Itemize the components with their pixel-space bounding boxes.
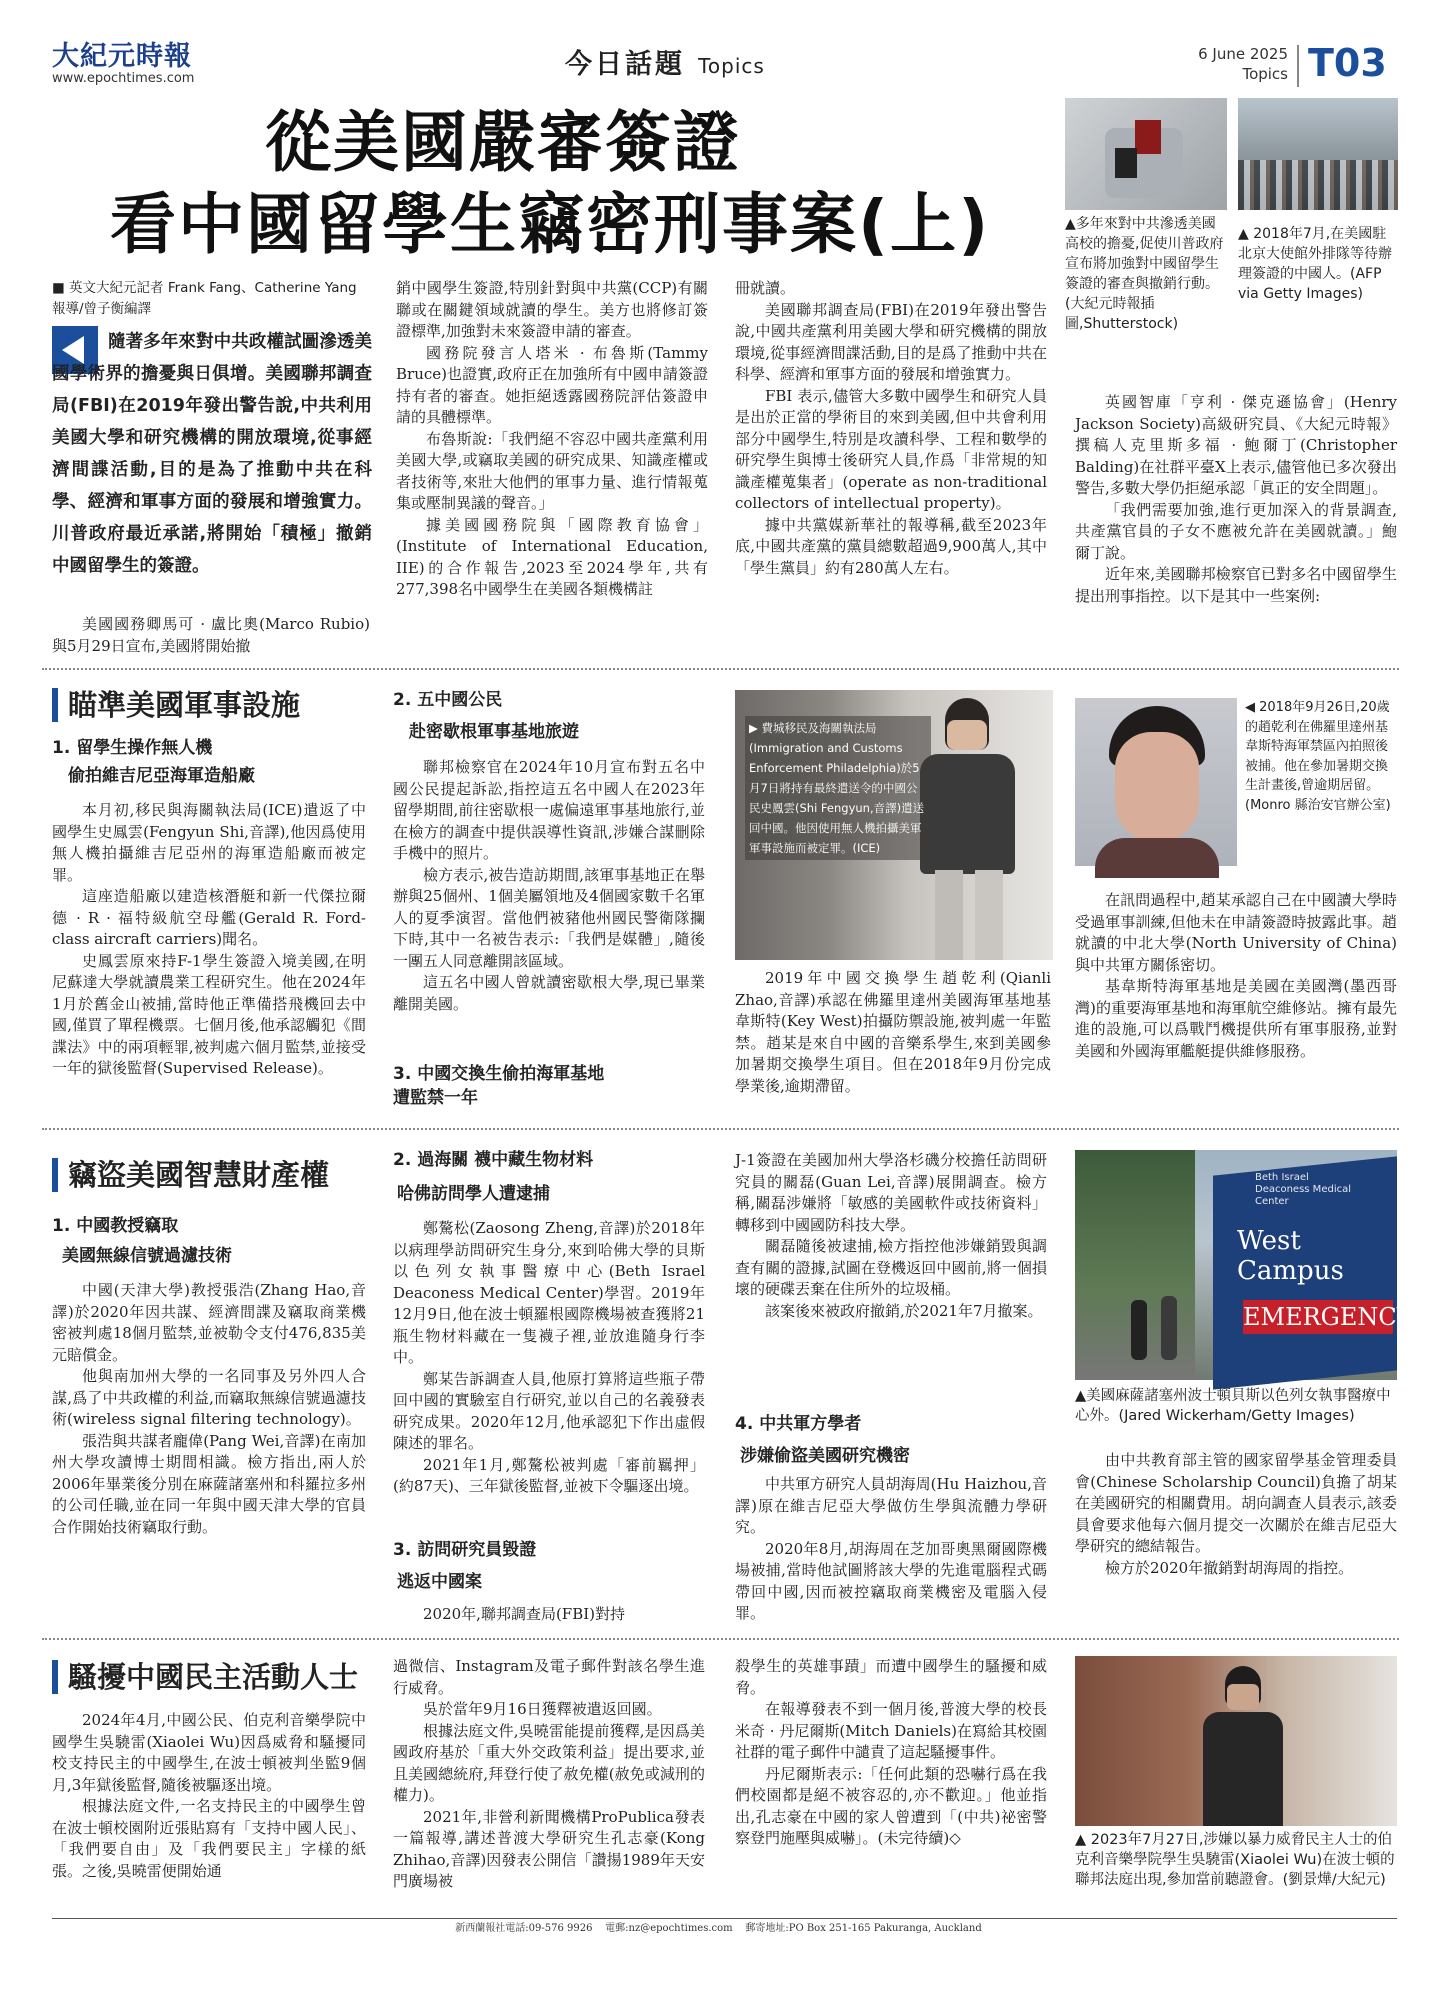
paragraph: 布魯斯說:「我們絕不容忍中國共產黨利用美國大學,或竊取美國的研究成果、知識產權或者技術等,來壯大他們的軍事力量、進行情報蒐集或壓制異議的聲音。」	[396, 429, 708, 512]
paragraph: 根據法庭文件,吳曉雷能提前獲釋,是因爲美國政府基於「重大外交政策利益」提出要求,並且美國總統府,拜登行使了赦免權(赦免或減刑的權力)。	[393, 1721, 705, 1804]
military-s1-sub: 偷拍維吉尼亞海軍造船廠	[68, 766, 255, 786]
intro-col-4	[1075, 392, 1397, 607]
caption-photo-wu: ▲ 2023年7月27日,涉嫌以暴力威脅民主人士的伯克利音樂學院學生吳驍雷(Xiaolei Wu)在波士頓的聯邦法庭出現,參加當前聽證會。(劉景燁/大紀元)	[1075, 1832, 1395, 1888]
ip-s1-title: 1. 中國教授竊取	[52, 1216, 179, 1236]
paragraph: 在報導發表不到一個月後,普渡大學的校長米奇 · 丹尼爾斯(Mitch Daniels)在寫給其校園社群的電子郵件中譴責了這起騷擾事件。	[735, 1700, 1047, 1761]
paragraph: 2019年中國交換學生趙乾利(Qianli Zhao,音譯)承認在佛羅里達州美國海軍基地基韋斯特(Key West)拍攝防禦設施,被判處一年監禁。趙某是來自中國的音樂系學生,來到美國參加暑期交換學生項目。但在2018年9月份完成學業後,逾期滯留。	[735, 969, 1051, 1095]
section-en: Topics	[698, 54, 765, 78]
paragraph: 聯邦檢察官在2024年10月宣布對五名中國公民提起訴訟,指控這五名中國人在2023年留學期間,前往密歇根一處偏遠軍事基地旅行,並在檢方的調查中提供誤導性資訊,涉嫌合謀刪除手機中的照片。	[393, 758, 705, 862]
page-number: T03	[1308, 41, 1387, 85]
paragraph: 在訊問過程中,趙某承認自己在中國讀大學時受過軍事訓練,但他未在申請簽證時披露此事。趙就讀的中北大學(North University of China)與中共軍方關係密切。	[1075, 891, 1397, 974]
ip-s2-sub: 哈佛訪問學人遭逮捕	[397, 1184, 550, 1204]
paragraph: 這五名中國人曾就讀密歇根大學,現已畢業離開美國。	[393, 973, 705, 1013]
ip-col-3	[735, 1150, 1047, 1322]
sign-west: West	[1237, 1226, 1301, 1256]
ip-s3-title: 3. 訪問研究員毀證	[393, 1540, 537, 1560]
paragraph: 銷中國學生簽證,特別針對與中共黨(CCP)有關聯或在關鍵領域就讀的學生。美方也將修訂簽證標準,加強對未來簽證申請的審查。	[396, 279, 708, 340]
photo-mugshot-zhao	[1075, 698, 1237, 866]
sign-small-text: Beth Israel Deaconess Medical Center	[1255, 1172, 1351, 1207]
paragraph: 檢方於2020年撤銷對胡海周的指控。	[1105, 1558, 1354, 1577]
lead-paragraph: 隨著多年來對中共政權試圖滲透美國學術界的擔憂與日俱增。美國聯邦調查局(FBI)在2019年發出警告說,中共利用美國大學和研究機構的開放環境,從事經濟間諜活動,目的是為了推動中共在科學、經濟和軍事方面的發展和增強實力。川普政府最近承諾,將開始「積極」撤銷中國留學生的簽證。	[52, 332, 372, 576]
paragraph: 2024年4月,中國公民、伯克利音樂學院中國學生吳驍雷(Xiaolei Wu)因爲威脅和騷擾同校支持民主的中國學生,在波士頓被判坐監9個月,3年獄後監督,隨後被驅逐出境。	[52, 1711, 366, 1794]
military-col-3	[735, 968, 1051, 1097]
paragraph: 英國智庫「亨利 · 傑克遜協會」(Henry Jackson Society)高級研究員、《大紀元時報》撰稿人克里斯多福 · 鮑爾丁(Christopher Balding)在社群平臺X上表示,儘管他已多次發出警告,多數大學仍拒絕承認「眞正的安全問題」。	[1075, 393, 1397, 497]
ip-col-4	[1075, 1450, 1397, 1579]
caption-photo-queue: ▲ 2018年7月,在美國駐北京大使館外排隊等待辦理簽證的中國人。(AFP via Getty Images)	[1238, 226, 1392, 302]
paragraph: 中共軍方研究人員胡海周(Hu Haizhou,音譯)原在維吉尼亞大學做仿生學與流體力學研究。	[735, 1475, 1047, 1536]
harass-col-2	[393, 1656, 705, 1893]
photo-hospital-sign	[1075, 1150, 1413, 1380]
ip-s3-sub: 逃返中國案	[397, 1572, 482, 1592]
ip-col-3b	[735, 1474, 1047, 1625]
paragraph: 冊就讀。	[735, 279, 796, 297]
caption-photo-passport: ▲多年來對中共滲透美國高校的擔憂,促使川普政府宣布將加強對中國留學生簽證的審查與撤銷行動。(大紀元時報插圖,Shutterstock)	[1065, 216, 1224, 332]
sign-emergency: EMERGENCY	[1243, 1300, 1393, 1334]
military-s2-title: 2. 五中國公民	[393, 690, 503, 710]
military-s3-sub: 遭監禁一年	[393, 1088, 478, 1108]
footer-contact: 新西蘭報社電話:09-576 9926 電郵:nz@epochtimes.com 郵寄地址:PO Box 251-165 Pakuranga, Auckland	[455, 1923, 982, 1934]
ip-s1-sub: 美國無線信號過濾技術	[62, 1246, 232, 1266]
paragraph: 由中共教育部主管的國家留學基金管理委員會(Chinese Scholarship Council)負擔了胡某在美國研究的相關費用。胡向調查人員表示,該委員會要求他每六個月提交一次關於在維吉尼亞大學研究的總結報告。	[1075, 1451, 1397, 1555]
military-col-4	[1075, 890, 1397, 1062]
paragraph: 丹尼爾斯表示:「任何此類的恐嚇行爲在我們校園都是絕不被容忍的,亦不歡迎。」他並指出,孔志豪在中國的家人曾遭到「(中共)祕密警察登門施壓與威嚇」。(未完待續)◇	[735, 1764, 1047, 1847]
harass-col-3	[735, 1656, 1047, 1850]
paragraph: 美國聯邦調查局(FBI)在2019年發出警告說,中國共產黨利用美國大學和研究機構的開放環境,從事經濟間諜活動,目的是爲了推動中共在科學、經濟和軍事方面的發展和增強實力。	[735, 300, 1047, 383]
section-label	[565, 42, 765, 81]
header-divider	[1297, 45, 1299, 87]
paragraph: 吳於當年9月16日獲釋被遣返回國。	[423, 1700, 662, 1718]
paragraph: 根據法庭文件,一名支持民主的中國學生曾在波士頓校園附近張貼寫有「支持中國人民」、「我們要自由」及「我們要民主」字樣的紙張。之後,吳曉雷便開始通	[52, 1797, 366, 1880]
logo-url: www.epochtimes.com	[52, 71, 195, 86]
paragraph: 該案後來被政府撤銷,於2021年7月撤案。	[765, 1301, 1043, 1320]
paragraph: 鄭某告訴調查人員,他原打算將這些瓶子帶回中國的實驗室自行研究,並以自己的名義發表研究成果。2020年12月,他承認犯下作出虛假陳述的罪名。	[393, 1369, 705, 1452]
section-title-ip: 竊盜美國智慧財產權	[52, 1158, 329, 1192]
section-cn: 今日話題	[565, 49, 685, 80]
caption-photo-ice: ▶ 費城移民及海關執法局(Immigration and Customs Enforcement Philadelphia)於5月7日將持有最終遣送令的中國公民史鳳雲(Shi Fengyun,音譯)遣送回中國。他因使用無人機拍攝美軍軍事設施而被定罪。(ICE)	[745, 716, 931, 860]
divider	[42, 1638, 1399, 1640]
paragraph: 他與南加州大學的一名同事及另外四人合謀,爲了中共政權的利益,而竊取無線信號過濾技術(wireless signal filtering technology)。	[52, 1367, 366, 1428]
paragraph: 關磊隨後被逮捕,檢方指控他涉嫌銷毀與調查有關的證據,試圖在登機返回中國前,將一個損壞的硬碟丟棄在住所外的垃圾桶。	[735, 1237, 1047, 1298]
sign-campus: Campus	[1237, 1256, 1344, 1286]
ip-s4-sub: 涉嫌偷盜美國研究機密	[740, 1446, 910, 1466]
ip-col-2	[393, 1218, 705, 1498]
issue-date-block	[1180, 44, 1288, 84]
paragraph: 2020年,聯邦調查局(FBI)對持	[423, 1605, 626, 1623]
divider	[42, 668, 1399, 670]
issue-date: 6 June 2025	[1198, 45, 1288, 63]
paragraph: 國務院發言人塔米 · 布魯斯(Tammy Bruce)也證實,政府正在加強所有中國申請簽證持有者的審查。她拒絕透露國務院評估簽證申請的具體標準。	[396, 343, 708, 426]
caption-photo-hospital: ▲美國麻薩諸塞州波士頓貝斯以色列女執事醫療中心外。(Jared Wickerham/Getty Images)	[1075, 1388, 1391, 1424]
byline: ■ 英文大紀元記者 Frank Fang、Catherine Yang 報導/曾子衡編譯	[52, 280, 357, 317]
issue-sub: Topics	[1242, 65, 1288, 83]
photo-xiaolei-wu	[1075, 1656, 1397, 1826]
paragraph: 本月初,移民與海關執法局(ICE)遣返了中國學生史鳳雲(Fengyun Shi,音譯),他因爲使用無人機拍攝維吉尼亞州的海軍造船廠而被定罪。	[52, 801, 366, 884]
military-col-1	[52, 800, 366, 1080]
paragraph: 2020年8月,胡海周在芝加哥奧黑爾國際機場被捕,當時他試圖將該大學的先進電腦程式碼帶回中國,因而被控竊取商業機密及電腦入侵罪。	[735, 1539, 1047, 1622]
ip-col-1	[52, 1280, 366, 1538]
footer-rule	[52, 1918, 1397, 1919]
paragraph: 史鳳雲原來持F-1學生簽證入境美國,在明尼蘇達大學就讀農業工程研究生。他在2024年1月於舊金山被捕,當時他正準備搭飛機回去中國,僅買了單程機票。七個月後,他承認觸犯《間諜法》中的兩項輕罪,被判處六個月監禁,並接受一年的獄後監督(Supervised Release)。	[52, 951, 366, 1077]
military-s1-title: 1. 留學生操作無人機	[52, 738, 213, 758]
logo-title: 大紀元時報	[52, 41, 192, 72]
harass-col-1	[52, 1710, 366, 1882]
military-col-2	[393, 757, 705, 1015]
section-title-military: 瞄準美國軍事設施	[52, 688, 300, 722]
section-title-harass: 騷擾中國民主活動人士	[52, 1660, 358, 1694]
paragraph: 2021年,非營利新聞機構ProPublica發表一篇報導,講述普渡大學研究生孔志豪(Kong Zhihao,音譯)因發表公開信「讚揚1989年天安門廣場被	[393, 1807, 705, 1890]
military-s3-title: 3. 中國交換生偷拍海軍基地	[393, 1064, 605, 1084]
paragraph: 殺學生的英雄事蹟」而遭中國學生的騷擾和威脅。	[735, 1657, 1047, 1697]
paragraph: 據中共黨媒新華社的報導稱,截至2023年底,中國共產黨的黨員總數超過9,900萬人,其中「學生黨員」約有280萬人左右。	[735, 515, 1047, 577]
headline-line-2: 看中國留學生竊密刑事案(上)	[110, 186, 991, 263]
intro-col-3	[735, 278, 1047, 579]
paragraph: 中國(天津大學)教授張浩(Zhang Hao,音譯)於2020年因共謀、經濟間諜及竊取商業機密被判處18個月監禁,並被勒令支付476,835美元賠償金。	[52, 1281, 366, 1364]
ip-col-2b	[393, 1604, 705, 1626]
paragraph: 美國國務卿馬可 · 盧比奧(Marco Rubio)與5月29日宣布,美國將開始撤	[52, 615, 370, 655]
paragraph: 2021年1月,鄭驁松被判處「審前羈押」(約87天)、三年獄後監督,並被下令驅逐出境。	[393, 1455, 705, 1495]
paragraph: FBI 表示,儘管大多數中國學生和研究人員是出於正當的學術目的來到美國,但中共會利用部分中國學生,特別是攻讀科學、工程和數學的研究學生與博士後研究人員,作爲「非常規的知識產權蒐集者」(operate as non-traditional collectors of intellectual property)。	[735, 386, 1047, 512]
ip-s2-title: 2. 過海關 襪中藏生物材料	[393, 1150, 594, 1170]
divider	[42, 1128, 1399, 1130]
paragraph: 檢方表示,被告造訪期間,該軍事基地正在舉辦與25個州、1個美屬領地及4個國家數千名軍人的夏季演習。當他們被豬他州國民警衛隊攔下時,其中一名被告表示:「我們是媒體」,隨後一團五人同意離開該區域。	[393, 865, 705, 970]
paragraph: 近年來,美國聯邦檢察官已對多名中國留學生提出刑事指控。以下是其中一些案例:	[1075, 565, 1397, 605]
paragraph: 「我們需要加強,進行更加深入的背景調查,共產黨官員的子女不應被允許在美國就讀。」鮑爾丁說。	[1075, 500, 1397, 562]
intro-col-1	[52, 614, 370, 657]
paragraph: 據美國國務院與「國際教育協會」(Institute of International Education, IIE)的合作報告,2023至2024學年,共有277,398名中國學生在美國各類機構註	[396, 515, 708, 598]
photo-visa-queue	[1238, 98, 1398, 210]
caption-photo-mugshot: ◀ 2018年9月26日,20歲的趙乾利在佛羅里達州基韋斯特海軍禁區內拍照後被捕。他在參加暑期交換生計畫後,曾逾期居留。(Monro 縣治安官辦公室)	[1245, 700, 1391, 813]
military-s2-sub: 赴密歇根軍事基地旅遊	[409, 722, 579, 742]
paragraph: 過微信、Instagram及電子郵件對該名學生進行威脅。	[393, 1657, 705, 1697]
paragraph: 鄭驁松(Zaosong Zheng,音譯)於2018年以病理學訪問研究生身分,來到哈佛大學的貝斯以色列女執事醫療中心(Beth Israel Deaconess Medical Center)學習。2019年12月9日,他在波士頓羅根國際機場被查獲將21瓶生物材料藏在一隻襪子裡,並放進隨身行李中。	[393, 1219, 705, 1366]
paragraph: 基韋斯特海軍基地是美國在美國灣(墨西哥灣)的重要海軍基地和海軍航空維修站。擁有最先進的設施,可以爲戰鬥機提供所有軍事服務,並對美國和外國海軍艦艇提供維修服務。	[1075, 977, 1397, 1060]
intro-col-2	[396, 278, 708, 601]
masthead-logo	[52, 42, 194, 86]
paragraph: 這座造船廠以建造核潛艇和新一代傑拉爾德 · R · 福特級航空母艦(Gerald R. Ford-class aircraft carriers)聞名。	[52, 887, 366, 948]
ip-s4-title: 4. 中共軍方學者	[735, 1414, 862, 1434]
paragraph: 張浩與共謀者龐偉(Pang Wei,音譯)在南加州大學攻讀博士期間相識。檢方指出,兩人於2006年畢業後分別在麻薩諸塞州和科羅拉多州的公司任職,並在同一年與中國天津大學的官員合作開始技術竊取行動。	[52, 1431, 366, 1536]
headline-line-1: 從美國嚴審簽證	[265, 104, 741, 181]
paragraph: J-1簽證在美國加州大學洛杉磯分校擔任訪問研究員的關磊(Guan Lei,音譯)展開調查。檢方稱,關磊涉嫌將「敏感的美國軟件或技術資料」轉移到中國國防科技大學。	[735, 1151, 1047, 1234]
photo-passport-backpack	[1065, 98, 1227, 210]
